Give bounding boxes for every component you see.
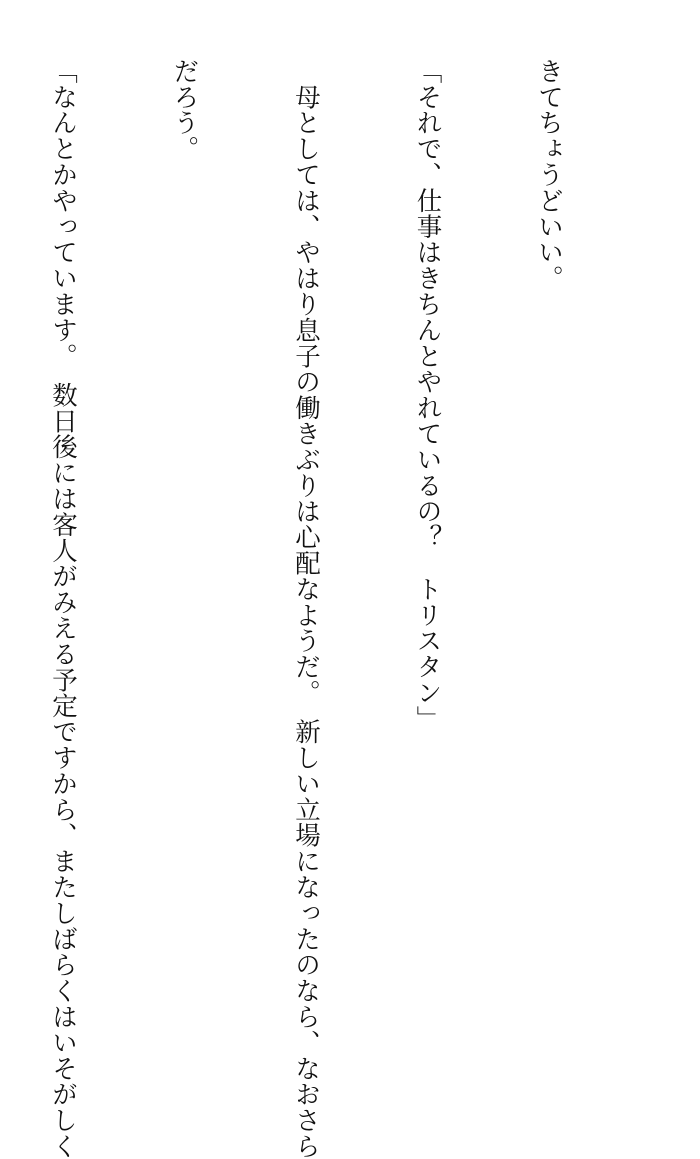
text-line: 「なんとかやっています。 数日後には客人がみえる予定ですから、またしばらくはいそがしく [48, 58, 78, 1159]
text-line: きてちょうどいい。 [534, 58, 564, 292]
vertical-text-block [0, 58, 650, 1159]
text-line: 「それで、仕事はきちんとやれているの？ トリスタン」 [412, 58, 443, 732]
text-line: 母としては、やはり息子の働きぶりは心配なようだ。 新しい立場になったのなら、なおさら [291, 58, 321, 1159]
text-line: だろう。 [169, 58, 200, 162]
